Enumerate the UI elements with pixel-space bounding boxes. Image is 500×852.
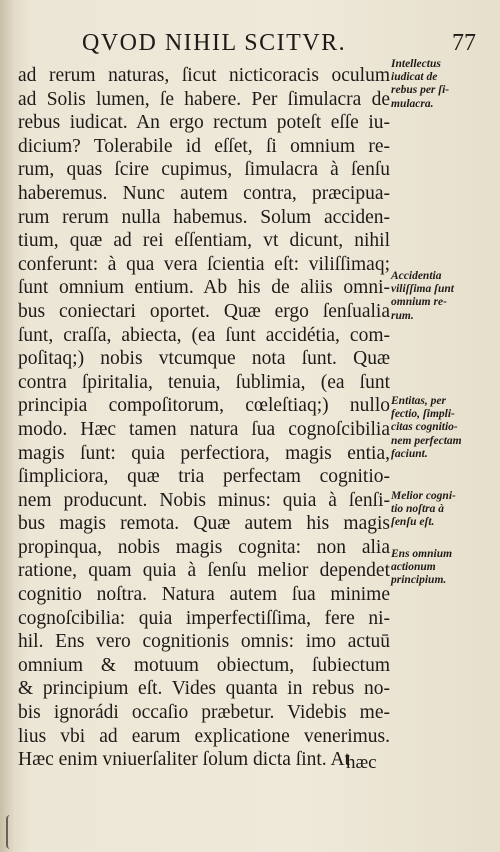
- text-line: ſunt omnium entium. Ab his de aliis omni-: [18, 277, 390, 299]
- marginal-note-line: ſenſu eſt.: [391, 516, 435, 529]
- text-line: bus coniectari oportet. Quæ ergo ſenſualia: [18, 300, 390, 322]
- marginal-note-line: citas cognitio-: [391, 421, 458, 434]
- marginal-note-line: faciunt.: [391, 447, 428, 460]
- text-line: ratione, quam quia à ſenſu melior dependet: [18, 560, 390, 582]
- text-line: nem producunt. Nobis minus: quia à ſenſi-: [18, 489, 390, 511]
- text-line: ad Solis lumen, ſe habere. Per ſimulacra de: [18, 88, 390, 110]
- text-line: bis ignorádi occaſio præbetur. Videbis me-: [18, 702, 390, 724]
- marginal-note-line: Intellectus: [391, 58, 441, 70]
- text-line: bus magis remota. Quæ autem his magis: [18, 513, 390, 535]
- marginal-note-line: actionum: [391, 561, 436, 574]
- text-line: ſimpliciora, quæ tria perfectam cognitio-: [18, 466, 390, 488]
- text-line: cognoſcibilia: quia imperfectiſſima, fere ni-: [18, 607, 390, 629]
- marginal-note-line: tio noſtra à: [391, 503, 445, 516]
- text-line: hil. Ens vero cognitionis omnis: imo actuū: [18, 631, 390, 653]
- text-line: principia compoſitorum, cœleſtiaq;) nullo: [18, 395, 390, 417]
- marginal-note-line: iudicat de: [391, 71, 438, 84]
- marginal-note-line: Entitas, per: [391, 395, 446, 407]
- text-line: haberemus. Nunc autem contra, præcipua-: [18, 182, 390, 204]
- marginal-note-line: Melior cogni-: [391, 490, 456, 502]
- text-line: rum rerum nulla habemus. Solum acciden-: [18, 206, 390, 228]
- text-line: & principium eſt. Vides quanta in rebus no-: [18, 678, 390, 700]
- marginal-note: [391, 548, 495, 588]
- page-number: 77: [452, 30, 476, 56]
- text-line: modo. Hæc tamen natura ſua cognoſcibilia: [18, 418, 390, 440]
- main-text-block: [18, 64, 390, 772]
- catchword: hæc: [346, 752, 377, 773]
- text-line: rum, quas ſcire cupimus, ſimulacra à ſenſu: [18, 159, 390, 181]
- marginal-note-line: rum.: [391, 309, 414, 322]
- text-line: lius vbi ad earum explicatione venerimus.: [18, 725, 390, 747]
- marginal-note: [391, 395, 495, 461]
- text-line: contra ſpiritalia, tenuia, ſublimia, (ea ſunt: [18, 371, 390, 393]
- running-head: QVOD NIHIL SCITVR.: [82, 30, 347, 56]
- text-line: poſitaq;) nobis vtcumque nota ſunt. Quæ: [18, 348, 390, 370]
- text-line: magis ſunt: quia perfectiora, magis entia,: [18, 442, 390, 464]
- text-line: ſunt, craſſa, abiecta, (ea ſunt accidétia, com-: [18, 324, 390, 346]
- text-line: propinqua, nobis magis cognita: non alia: [18, 536, 390, 558]
- binding-mark: [6, 815, 20, 849]
- marginal-note-line: mulacra.: [391, 97, 434, 110]
- marginal-note-line: Ens omnium: [391, 548, 453, 560]
- text-line: omnium & motuum obiectum, ſubiectum: [18, 654, 390, 676]
- text-line: rebus iudicat. An ergo rectum poteſt eſſe iu-: [18, 112, 390, 134]
- text-line: conferunt: à qua vera ſcientia eſt: viliſſimaq;: [18, 253, 390, 275]
- marginal-note-line: principium.: [391, 574, 447, 587]
- text-line: dicium? Tolerabile id eſſet, ſi omnium re-: [18, 135, 390, 157]
- page-header: [0, 28, 500, 58]
- marginal-note-line: viliſſima ſunt: [391, 283, 454, 296]
- marginal-note: [391, 270, 495, 323]
- marginal-note-line: rebus per ſi-: [391, 84, 450, 97]
- marginal-note-line: nem perfectam: [391, 434, 462, 447]
- text-line: tium, quæ ad rei eſſentiam, vt dicunt, nihil: [18, 230, 390, 252]
- binding-gutter: [0, 0, 16, 852]
- text-line: Hæc enim vniuerſaliter ſolum dicta ſint. At: [18, 749, 350, 771]
- marginal-note-line: fectio, ſimpli-: [391, 408, 455, 421]
- text-line: ad rerum naturas, ſicut nicticoracis oculum: [18, 65, 390, 86]
- marginal-note-line: omnium re-: [391, 296, 447, 309]
- marginal-note: [391, 58, 495, 111]
- marginal-note: [391, 490, 495, 530]
- text-line: cognitio noſtra. Natura autem ſua minime: [18, 584, 390, 606]
- marginal-note-line: Accidentia: [391, 270, 442, 282]
